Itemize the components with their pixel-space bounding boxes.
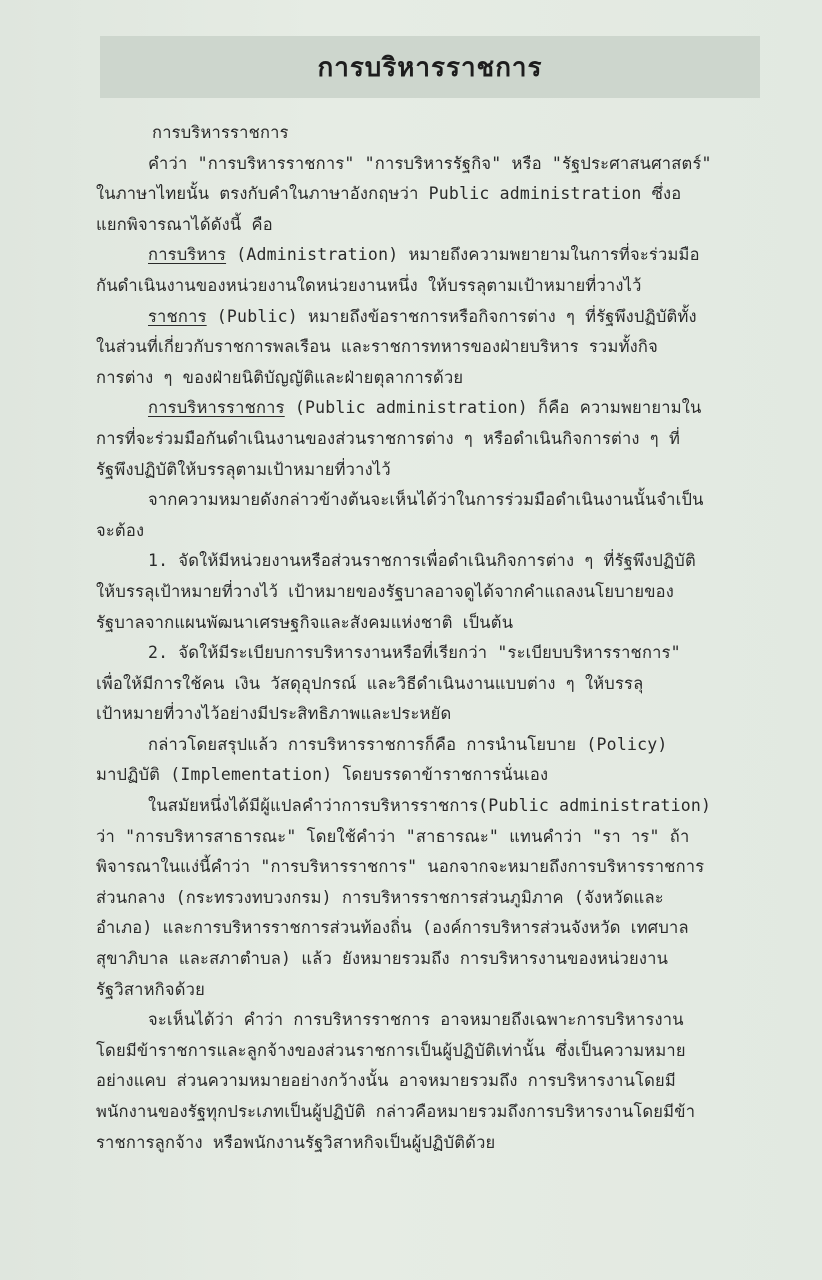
text-line: จะเห็นได้ว่า คำว่า การบริหารราชการ อาจหมายถึงเฉพาะการบริหารงาน — [148, 1010, 684, 1030]
line-rest: (Public) หมายถึงข้อราชการหรือกิจการต่าง ๆ ที่รัฐพึงปฏิบัติทั้ง — [206, 306, 697, 326]
text-line — [96, 240, 756, 271]
text-line: การต่าง ๆ ของฝ่ายนิติบัญญัติและฝ่ายตุลาการด้วย — [96, 367, 464, 387]
text-line: ในสมัยหนึ่งได้มีผู้แปลคำว่าการบริหารราชการ(Public administration) — [148, 796, 712, 816]
text-line: คำว่า "การบริหารราชการ" "การบริหารรัฐกิจ" หรือ "รัฐประศาสนศาสตร์" — [148, 153, 712, 173]
line-rest: (Administration) หมายถึงความพยายามในการที่จะร่วมมือ — [226, 245, 700, 265]
text-line: การบริหารราชการ — [152, 123, 289, 142]
text-line: เป้าหมายที่วางไว้อย่างมีประสิทธิภาพและประหยัด — [96, 704, 452, 724]
text-line: โดยมีข้าราชการและลูกจ้างของส่วนราชการเป็นผู้ปฏิบัติเท่านั้น ซึ่งเป็นความหมาย — [96, 1040, 686, 1060]
text-line: พิจารณาในแง่นี้คำว่า "การบริหารราชการ" นอกจากจะหมายถึงการบริหารราชการ — [96, 857, 705, 877]
text-line — [96, 393, 756, 424]
underlined-term: การบริหารราชการ — [148, 398, 285, 418]
text-line: กันดำเนินงานของหน่วยงานใดหน่วยงานหนึ่ง ให้บรรลุตามเป้าหมายที่วางไว้ — [96, 275, 642, 295]
text-line: ราชการลูกจ้าง หรือพนักงานรัฐวิสาหกิจเป็นผู้ปฏิบัติด้วย — [96, 1132, 496, 1152]
text-line: รัฐบาลจากแผนพัฒนาเศรษฐกิจและสังคมแห่งชาติ เป็นต้น — [96, 612, 514, 632]
text-line: 1. จัดให้มีหน่วยงานหรือส่วนราชการเพื่อดำเนินกิจการต่าง ๆ ที่รัฐพึงปฏิบัติ — [148, 551, 696, 571]
text-line — [96, 302, 756, 333]
text-line: ว่า "การบริหารสาธารณะ" โดยใช้คำว่า "สาธารณะ" แทนคำว่า "รา าร" ถ้า — [96, 826, 690, 846]
body-text — [96, 118, 756, 1158]
text-line: มาปฏิบัติ (Implementation) โดยบรรดาข้าราชการนั่นเอง — [96, 765, 549, 785]
text-line: จากความหมายดังกล่าวข้างต้นจะเห็นได้ว่าในการร่วมมือดำเนินงานนั้นจำเป็น — [148, 490, 704, 510]
text-line: สุขาภิบาล และสภาตำบล) แล้ว ยังหมายรวมถึง การบริหารงานของหน่วยงาน — [96, 949, 669, 969]
text-line: รัฐพึงปฏิบัติให้บรรลุตามเป้าหมายที่วางไว้ — [96, 459, 391, 479]
text-line: ในส่วนที่เกี่ยวกับราชการพลเรือน และราชการทหารของฝ่ายบริหาร รวมทั้งกิจ — [96, 337, 658, 357]
underlined-term: การบริหาร — [148, 245, 227, 265]
title-band — [100, 36, 760, 98]
text-line: รัฐวิสาหกิจด้วย — [96, 979, 205, 999]
text-line: ในภาษาไทยนั้น ตรงกับคำในภาษาอังกฤษว่า Public administration ซึ่งอ — [96, 184, 682, 204]
text-line: อำเภอ) และการบริหารราชการส่วนท้องถิ่น (องค์การบริหารส่วนจังหวัด เทศบาล — [96, 918, 689, 938]
text-line: ส่วนกลาง (กระทรวงทบวงกรม) การบริหารราชการส่วนภูมิภาค (จังหวัดและ — [96, 887, 664, 907]
text-line: 2. จัดให้มีระเบียบการบริหารงานหรือที่เรียกว่า "ระเบียบบริหารราชการ" — [148, 643, 681, 663]
text-line: การที่จะร่วมมือกันดำเนินงานของส่วนราชการต่าง ๆ หรือดำเนินกิจการต่าง ๆ ที่ — [96, 428, 681, 448]
text-line: กล่าวโดยสรุปแล้ว การบริหารราชการก็คือ การนำนโยบาย (Policy) — [148, 734, 668, 754]
text-line: อย่างแคบ ส่วนความหมายอย่างกว้างนั้น อาจหมายรวมถึง การบริหารงานโดยมี — [96, 1071, 676, 1091]
text-line: จะต้อง — [96, 520, 145, 540]
text-line: แยกพิจารณาได้ดังนี้ คือ — [96, 214, 273, 234]
line-rest: (Public administration) ก็คือ ความพยายามใน — [284, 398, 702, 418]
underlined-term: ราชการ — [148, 306, 207, 326]
text-line: พนักงานของรัฐทุกประเภทเป็นผู้ปฏิบัติ กล่าวคือหมายรวมถึงการบริหารงานโดยมีข้า — [96, 1102, 696, 1121]
text-line: ให้บรรลุเป้าหมายที่วางไว้ เป้าหมายของรัฐบาลอาจดูได้จากคำแถลงนโยบายของ — [96, 581, 675, 601]
text-line: เพื่อให้มีการใช้คน เงิน วัสดุอุปกรณ์ และวิธีดำเนินงานแบบต่าง ๆ ให้บรรลุ — [96, 673, 644, 693]
page-title: การบริหารราชการ — [317, 52, 543, 83]
